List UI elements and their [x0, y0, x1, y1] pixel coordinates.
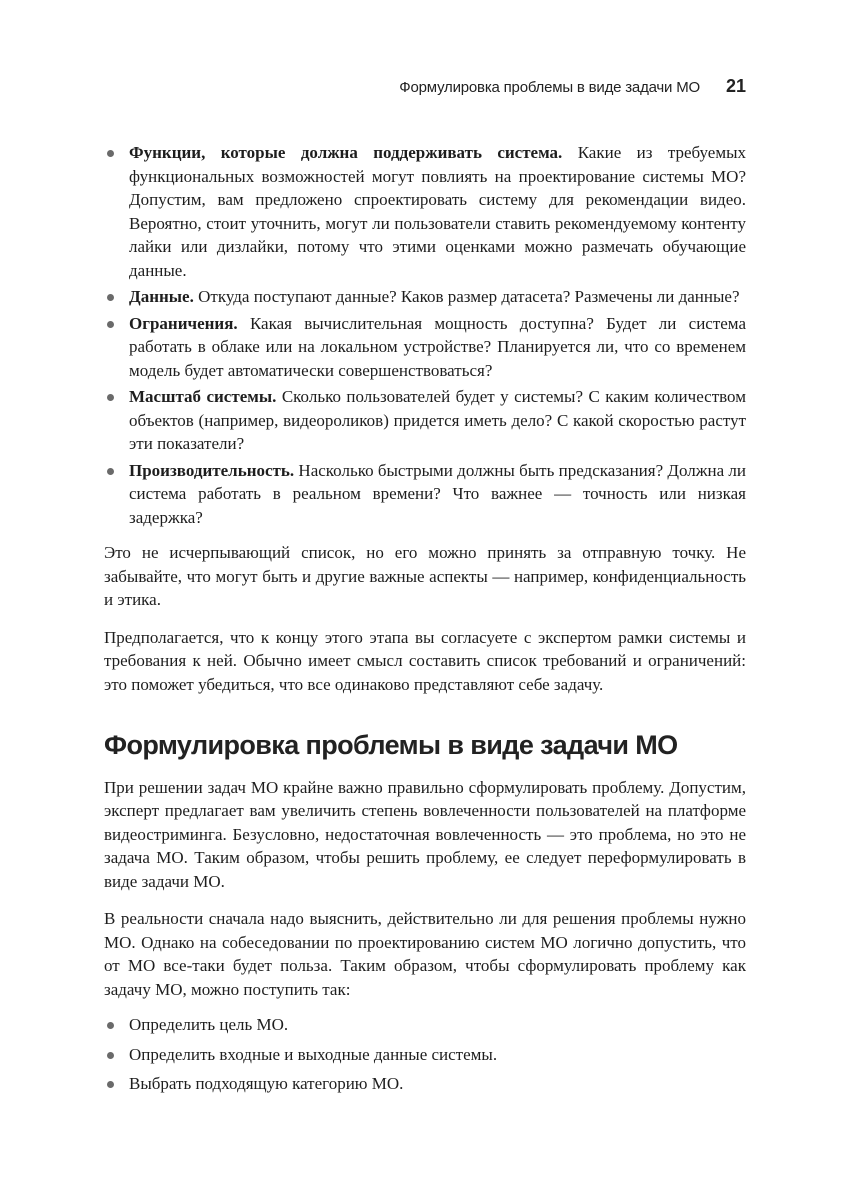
- list-item: [104, 385, 746, 456]
- bullet-icon: [107, 394, 114, 401]
- list-item-term: Производительность.: [129, 460, 295, 480]
- list-item-term: Масштаб системы.: [129, 387, 277, 406]
- list-item: [104, 1043, 746, 1067]
- bullet-icon: [107, 294, 114, 301]
- requirements-list: [104, 141, 746, 529]
- bullet-icon: [107, 1022, 114, 1029]
- list-item-text: Откуда поступают данные? Каков размер датасета? Размечены ли данные?: [193, 287, 740, 306]
- bullet-icon: [107, 150, 114, 157]
- list-item-term: Данные.: [129, 287, 194, 306]
- bullet-icon: [107, 1052, 114, 1059]
- list-item-text: Определить цель МО.: [129, 1015, 289, 1034]
- bullet-icon: [107, 1081, 114, 1088]
- list-item-text: Какая вычислительная мощность доступна? Будет ли система работать в облаке или на локальном устройстве? Планируется ли, что со временем модель будет автоматически совершенствоваться?: [129, 313, 746, 380]
- list-item: [104, 285, 746, 309]
- list-item: [104, 312, 746, 383]
- page-number: 21: [725, 76, 746, 96]
- list-item: [104, 1013, 746, 1037]
- bullet-icon: [107, 468, 114, 475]
- paragraph: Это не исчерпывающий список, но его можно принять за отправную точку. Не забывайте, что могут быть и другие важные аспекты — например, конфиденциальность и этика.: [104, 543, 746, 609]
- paragraph: Предполагается, что к концу этого этапа вы согласуете с экспертом рамки системы и требования к ней. Обычно имеет смысл составить список требований и ограничений: это поможет убедиться, что все одинаково представляют себе задачу.: [104, 627, 746, 694]
- list-item: [104, 141, 746, 282]
- list-item-term: Ограничения.: [129, 313, 238, 333]
- running-title: Формулировка проблемы в виде задачи МО: [399, 79, 700, 96]
- list-item: [104, 459, 746, 530]
- list-item-text: Выбрать подходящую категорию МО.: [129, 1074, 404, 1093]
- running-header: [104, 76, 746, 97]
- bullet-icon: [107, 321, 114, 328]
- list-item-text: Какие из требуемых функциональных возможностей могут повлиять на проектирование системы МО? Допустим, вам предложено спроектировать систему для рекомендации видео. Вероятно, стоит уточнить, могут ли пользователи ставить рекомендуемому контенту лайки или дизлайки, потому что этими оценками можно размечать обучающие данные.: [129, 143, 746, 280]
- paragraph: При решении задач МО крайне важно правильно сформулировать проблему. Допустим, эксперт предлагает вам увеличить степень вовлеченности пользователей на платформе видеостриминга. Безусловно, недостаточная вовлеченность — это проблема, но это не задача МО. Таким образом, чтобы решить проблему, ее следует переформулировать в виде задачи МО.: [104, 777, 746, 891]
- steps-list: [104, 1013, 746, 1096]
- paragraph: В реальности сначала надо выяснить, действительно ли для решения проблемы нужно МО. Однако на собеседовании по проектированию систем МО логично допустить, что от МО все-таки будет польза. Таким образом, чтобы сформулировать проблему как задачу МО, можно поступить так:: [104, 909, 746, 999]
- list-item-text: Насколько быстрыми должны быть предсказания? Должна ли система работать в реальном времени? Что важнее — точность или низкая задержка?: [129, 460, 746, 527]
- page-body: [104, 141, 746, 1102]
- list-item-term: Функции, которые должна поддерживать система.: [129, 143, 563, 162]
- list-item: [104, 1072, 746, 1096]
- list-item-text: Определить входные и выходные данные системы.: [129, 1044, 498, 1064]
- section-heading: Формулировка проблемы в виде задачи МО: [104, 730, 678, 760]
- list-item-text: Сколько пользователей будет у системы? С каким количеством объектов (например, видеороликов) придется иметь дело? С какой скоростью растут эти показатели?: [129, 387, 746, 453]
